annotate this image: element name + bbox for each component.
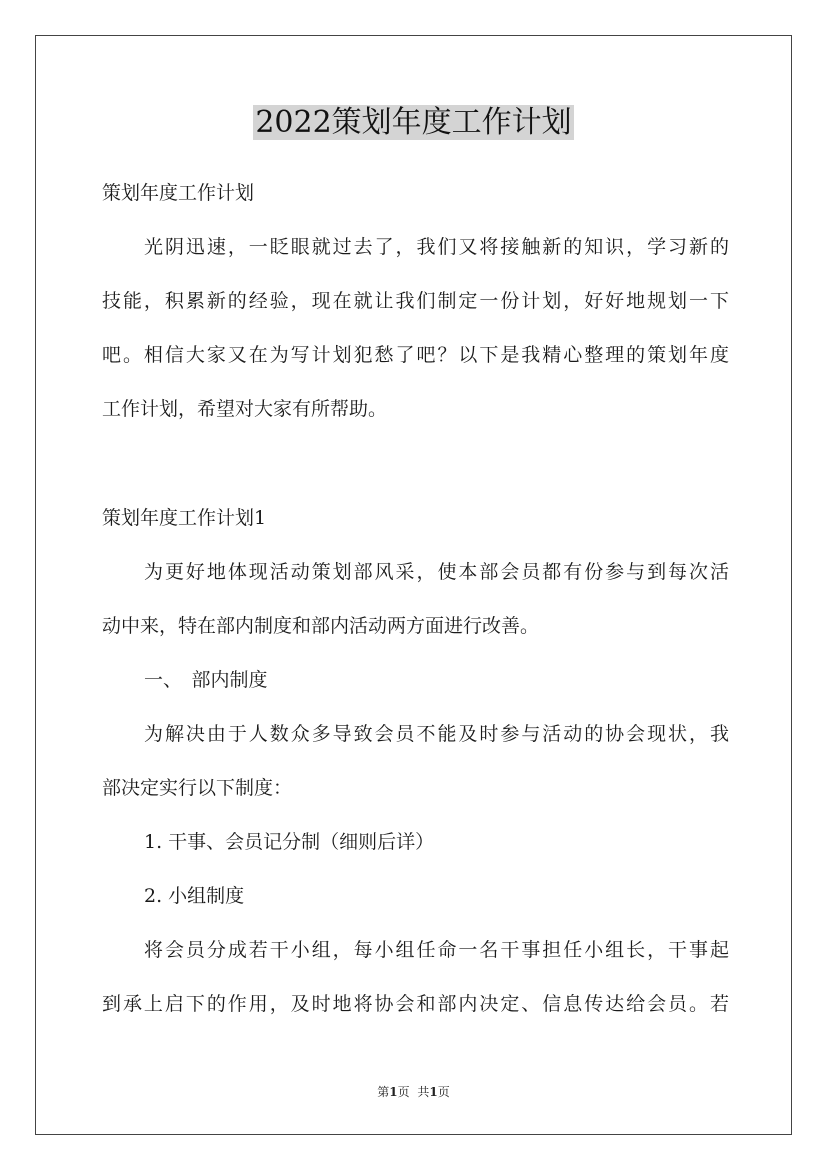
footer-total-suffix: 页 — [437, 1085, 450, 1099]
footer-page-suffix: 页 — [397, 1085, 410, 1099]
paragraph-line: 工作计划，希望对大家有所帮助。 — [102, 398, 388, 420]
page-footer — [0, 1083, 827, 1101]
paragraph-line: 动中来，特在部内制度和部内活动两方面进行改善。 — [102, 615, 540, 637]
footer-total-number: 1 — [429, 1085, 438, 1099]
subsection-heading: 一、 部内制度 — [144, 669, 268, 691]
list-item: 1. 干事、会员记分制（细则后详） — [144, 831, 435, 853]
paragraph-line: 为解决由于人数众多导致会员不能及时参与活动的协会现状，我 — [144, 723, 729, 745]
paragraph-line: 到承上启下的作用，及时地将协会和部内决定、信息传达给会员。若 — [102, 993, 729, 1015]
section-heading: 策划年度工作计划1 — [102, 507, 267, 529]
paragraph-line: 部决定实行以下制度： — [102, 777, 293, 799]
paragraph-line: 光阴迅速，一眨眼就过去了，我们又将接触新的知识，学习新的 — [144, 236, 729, 258]
paragraph-line: 将会员分成若干小组，每小组任命一名干事担任小组长，干事起 — [144, 939, 729, 961]
list-item: 2. 小组制度 — [144, 885, 245, 907]
paragraph-line: 为更好地体现活动策划部风采，使本部会员都有份参与到每次活 — [144, 561, 729, 583]
footer-total-prefix: 共 — [417, 1085, 430, 1099]
paragraph-line: 吧。相信大家又在为写计划犯愁了吧？以下是我精心整理的策划年度 — [102, 344, 729, 366]
paragraph-line: 技能，积累新的经验，现在就让我们制定一份计划，好好地规划一下 — [102, 290, 729, 312]
document-title — [0, 98, 827, 148]
document-title-text: 2022策划年度工作计划 — [255, 105, 572, 140]
section-heading: 策划年度工作计划 — [102, 182, 255, 204]
footer-page-prefix: 第 — [377, 1085, 390, 1099]
footer-page-number: 1 — [389, 1085, 398, 1099]
